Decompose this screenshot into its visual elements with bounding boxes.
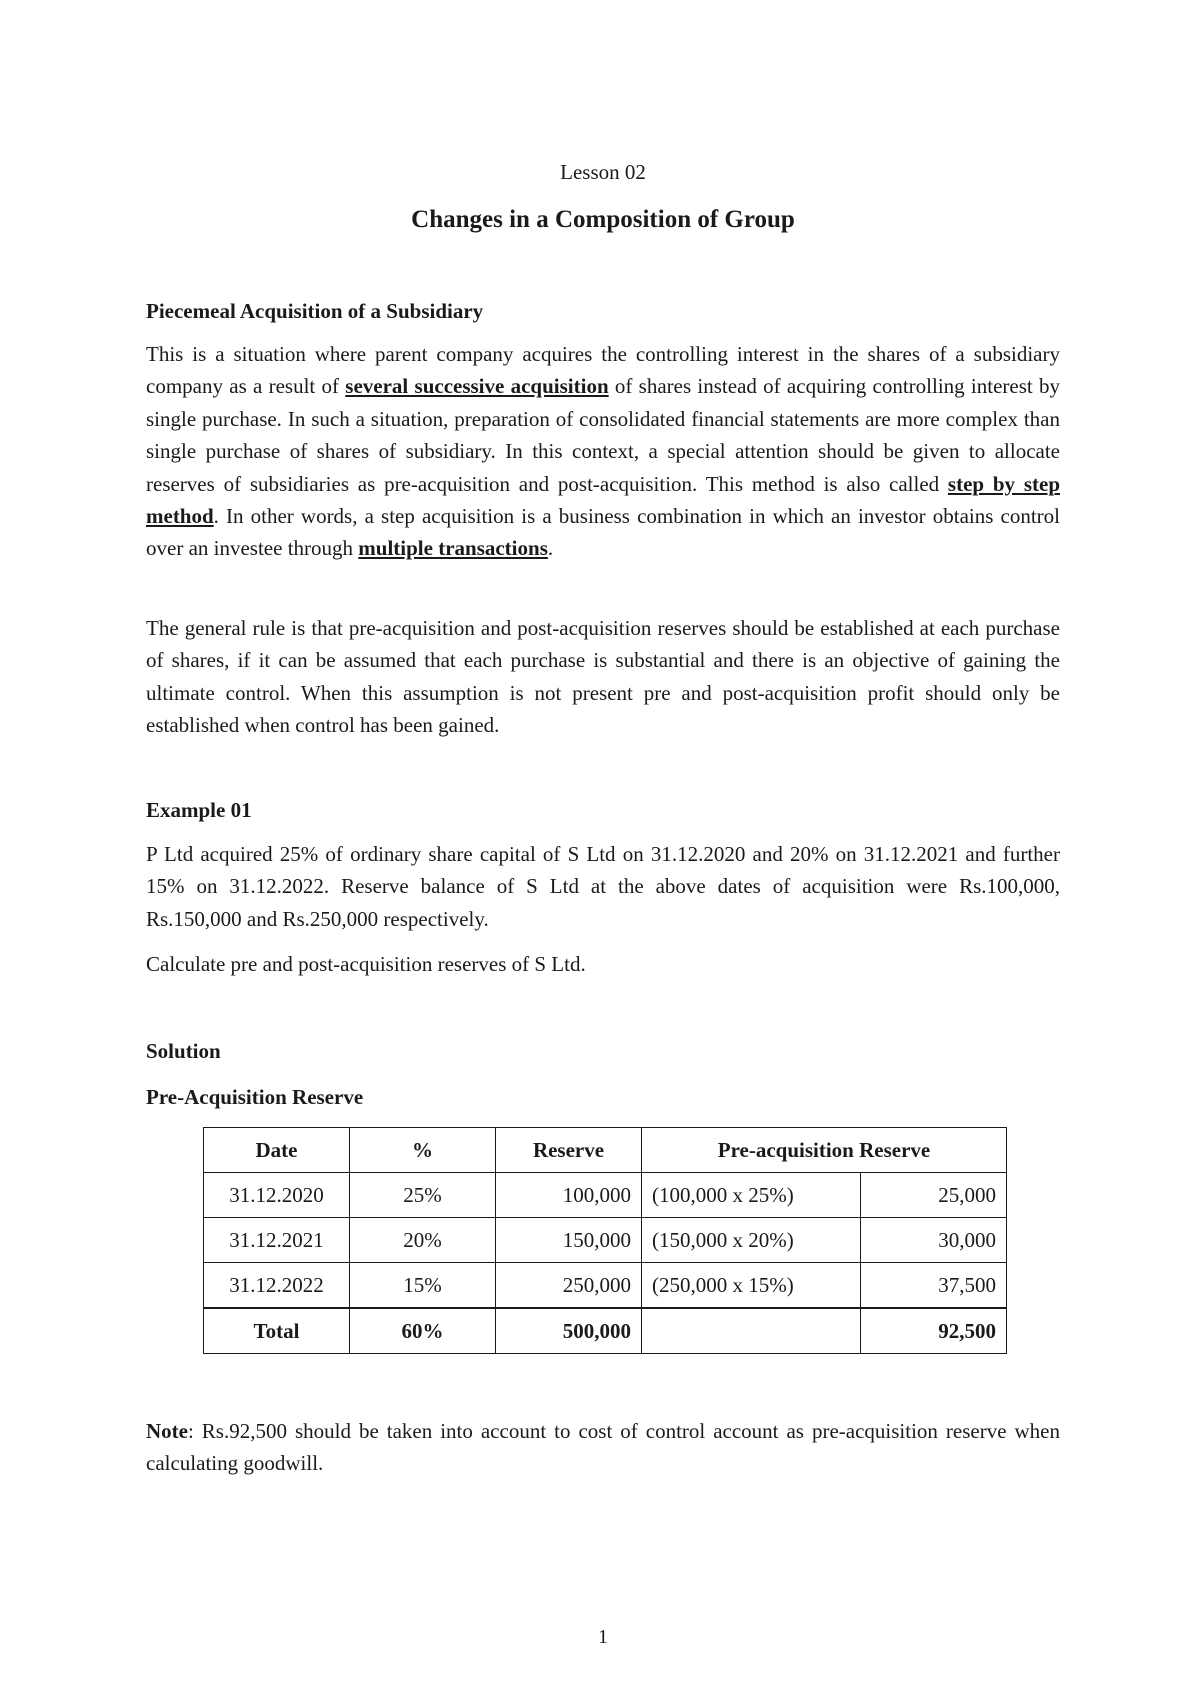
text-run: .: [547, 536, 554, 561]
table-row: [204, 1218, 1007, 1263]
header-date: Date: [204, 1128, 350, 1173]
solution-heading: Solution: [146, 1039, 221, 1063]
pre-acquisition-heading: Pre-Acquisition Reserve: [146, 1085, 364, 1109]
cell-percent: 20%: [350, 1218, 496, 1263]
pre-acquisition-table: [203, 1127, 1007, 1354]
cell-total-calculation: [642, 1308, 861, 1354]
cell-date: 31.12.2021: [204, 1218, 350, 1263]
example-heading: Example 01: [146, 798, 252, 822]
emphasis-step-by-step: step by step method: [146, 471, 1060, 529]
cell-calculation: (100,000 x 25%): [642, 1173, 861, 1218]
header-reserve: Reserve: [496, 1128, 642, 1173]
cell-total-pre-acq-value: 92,500: [861, 1308, 1007, 1354]
table-row: [204, 1173, 1007, 1218]
cell-calculation: (150,000 x 20%): [642, 1218, 861, 1263]
table-total-row: [204, 1308, 1007, 1354]
cell-date: 31.12.2022: [204, 1263, 350, 1309]
note-label: Note: [146, 1419, 188, 1443]
example-paragraph: P Ltd acquired 25% of ordinary share capital of S Ltd on 31.12.2020 and 20% on 31.12.2021 and further 15% on 31.12.2022. Reserve balance of S Ltd at the above dates of acquisition were Rs.100,000, Rs.150,000 and Rs.250,000 respectively.: [146, 842, 1060, 931]
cell-calculation: (250,000 x 15%): [642, 1263, 861, 1309]
example-question: Calculate pre and post-acquisition reserves of S Ltd.: [146, 952, 586, 976]
table-header-row: [204, 1128, 1007, 1173]
cell-pre-acq-value: 37,500: [861, 1263, 1007, 1309]
emphasis-multiple-transactions: multiple transactions: [358, 536, 548, 561]
note-text: : Rs.92,500 should be taken into account to cost of control account as pre-acquisition reserve when calculating goodwill.: [146, 1419, 1060, 1476]
cell-reserve: 250,000: [496, 1263, 642, 1309]
cell-total-percent: 60%: [350, 1308, 496, 1354]
cell-reserve: 150,000: [496, 1218, 642, 1263]
note-paragraph: [146, 1415, 1060, 1480]
lesson-label: Lesson 02: [560, 160, 646, 184]
cell-percent: 25%: [350, 1173, 496, 1218]
cell-pre-acq-value: 25,000: [861, 1173, 1007, 1218]
paragraph-step-acquisition: [146, 338, 1060, 565]
header-pre-acquisition-reserve: Pre-acquisition Reserve: [642, 1128, 1007, 1173]
cell-total-reserve: 500,000: [496, 1308, 642, 1354]
cell-date: 31.12.2020: [204, 1173, 350, 1218]
header-percent: %: [350, 1128, 496, 1173]
table-row: [204, 1263, 1007, 1309]
cell-percent: 15%: [350, 1263, 496, 1309]
text-run: This is a situation where parent company acquires the controlling interest in the shares of a subsidiary company as a result of: [146, 342, 1060, 399]
cell-reserve: 100,000: [496, 1173, 642, 1218]
page-number: 1: [598, 1626, 608, 1648]
emphasis-several-successive: several successive acquisition: [345, 374, 609, 399]
text-run: . In other words, a step acquisition is a business combination in which an investor obtains control over an investee through: [146, 504, 1060, 561]
cell-pre-acq-value: 30,000: [861, 1218, 1007, 1263]
section-heading-piecemeal: Piecemeal Acquisition of a Subsidiary: [146, 299, 484, 323]
document-title: Changes in a Composition of Group: [411, 206, 795, 233]
text-run: of shares instead of acquiring controlling interest by single purchase. In such a situation, preparation of consolidated financial statements are more complex than single purchase of shares of subsidiary. In this context, a special attention should be given to allocate reserves of subsidiaries as pre-acquisition and post-acquisition. This method is also called: [146, 374, 1060, 496]
cell-total-label: Total: [204, 1308, 350, 1354]
paragraph-general-rule: The general rule is that pre-acquisition and post-acquisition reserves should be established at each purchase of shares, if it can be assumed that each purchase is substantial and there is an objective of gaining the ultimate control. When this assumption is not present pre and post-acquisition profit should only be established when control has been gained.: [146, 616, 1060, 738]
